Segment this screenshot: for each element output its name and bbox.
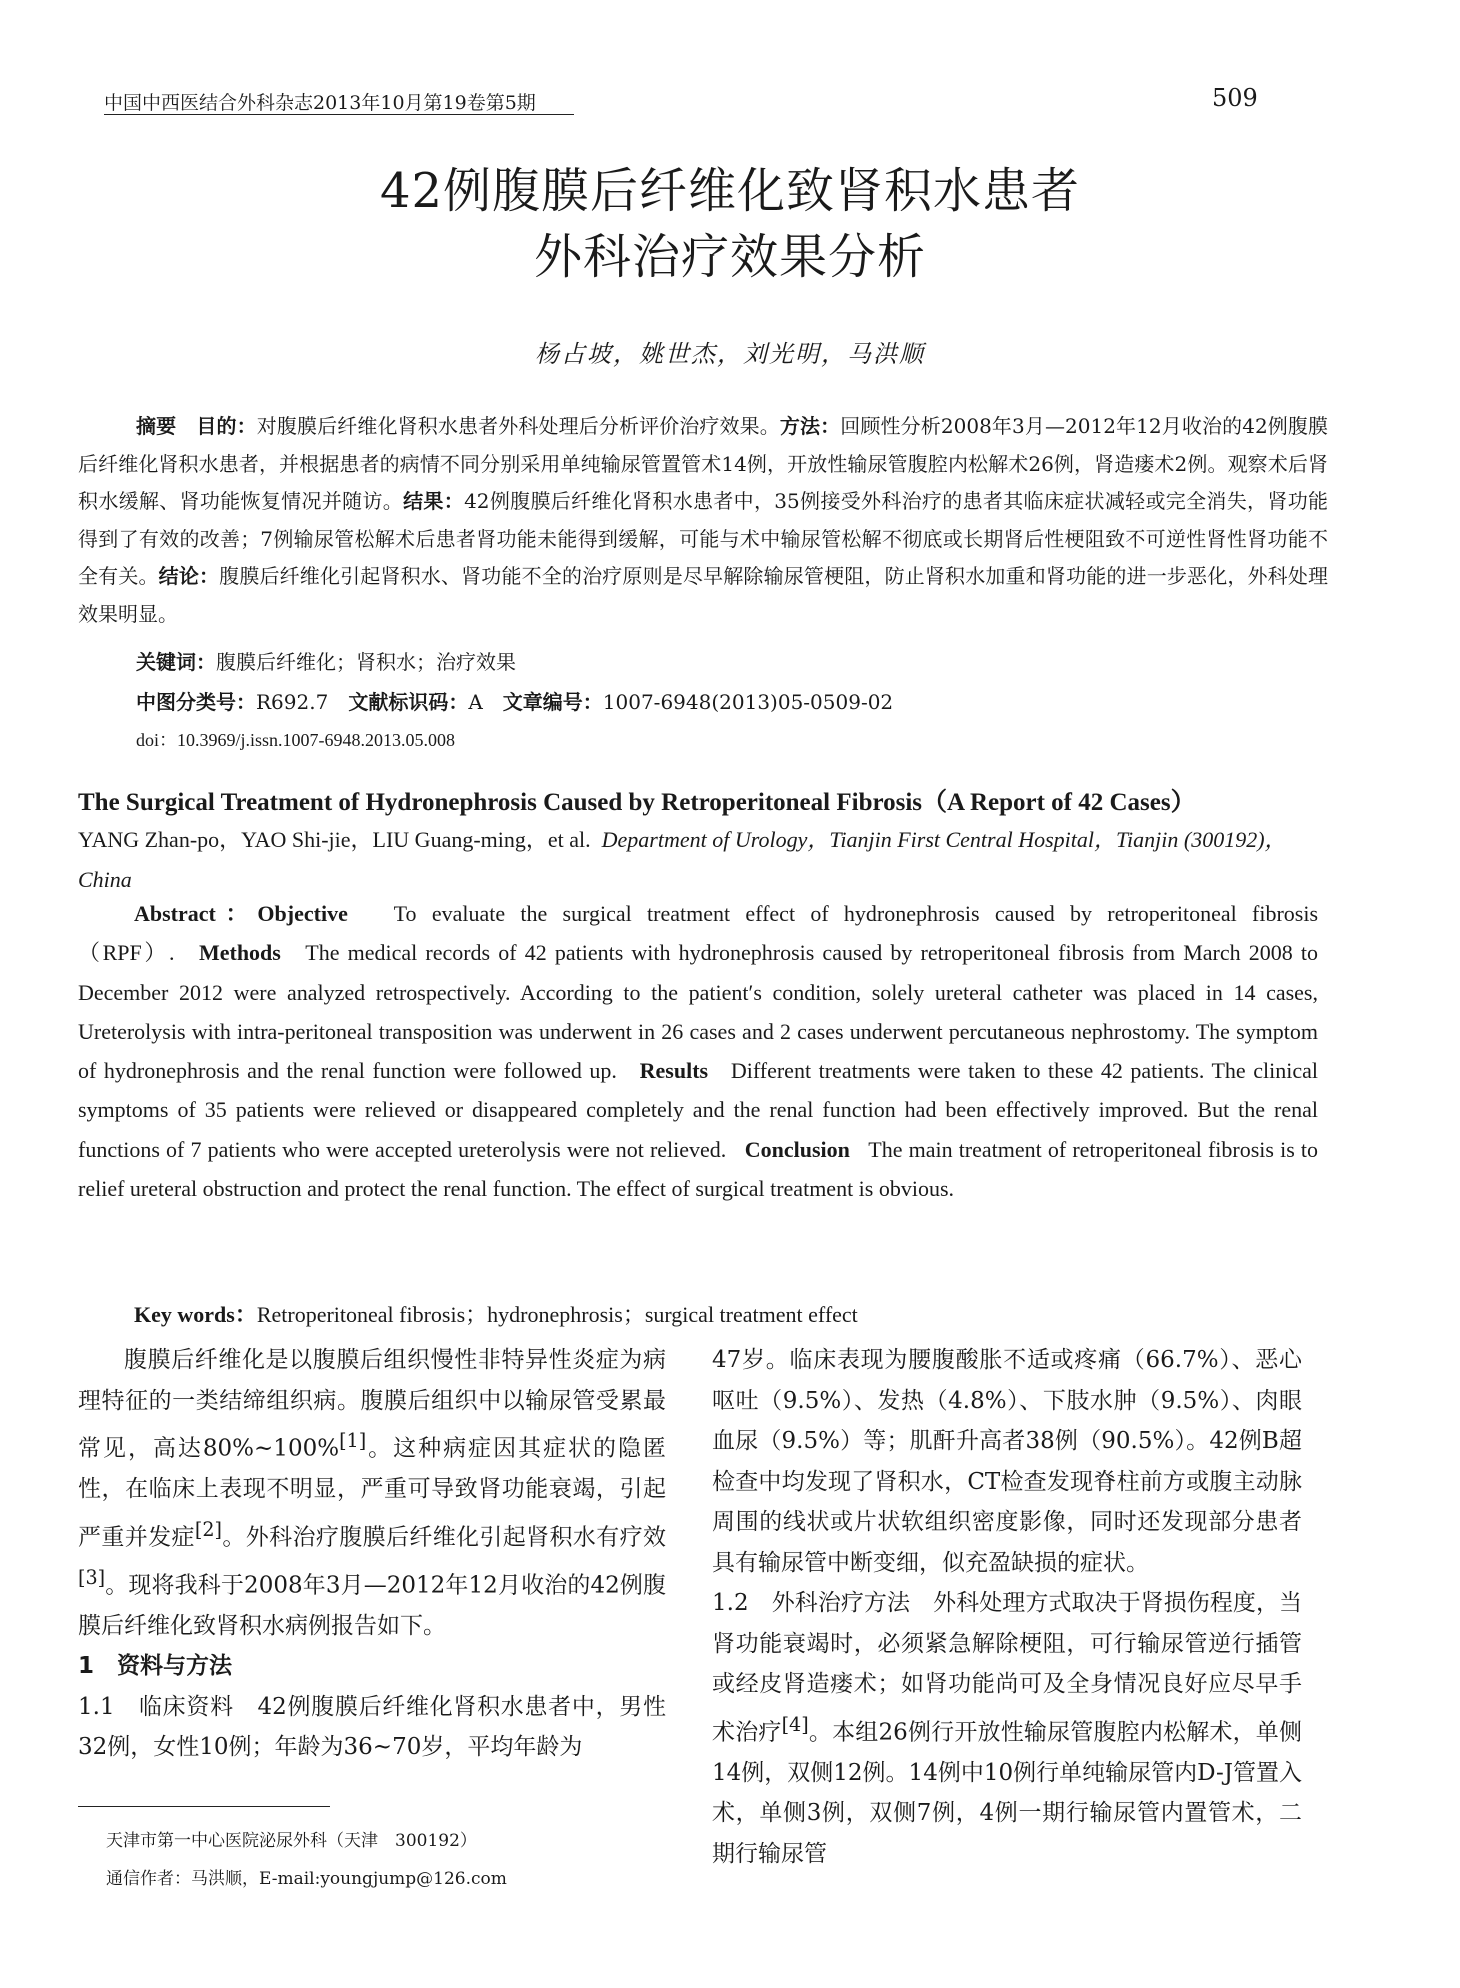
subsection-1-2-text-2: 。本组26例行开放性输尿管腹腔内松解术，单侧14例，双侧12例。14例中10例行单纯输尿管内D-J管置入术，单侧3例，双侧7例，4例一期行输尿管内置管术，二期行输尿管 bbox=[712, 1719, 1302, 1867]
objective-label: 目的： bbox=[196, 414, 257, 438]
keywords-label: 关键词： bbox=[136, 650, 216, 674]
citation-4[interactable]: [4] bbox=[781, 1712, 809, 1736]
conclusion-text: 腹膜后纤维化引起肾积水、肾功能不全的治疗原则是尽早解除输尿管梗阻，防止肾积水加重和肾功能的进一步恶化，外科处理效果明显。 bbox=[78, 564, 1329, 626]
intro-text-1: 腹膜后纤维化是以腹膜后组织慢性非特异性炎症为病理特征的一类结缔组织病。腹膜后组织中以输尿管受累最常见，高达80%~100% bbox=[78, 1347, 666, 1462]
results-label: 结果： bbox=[403, 489, 465, 513]
article-title-line2: 外科治疗效果分析 bbox=[533, 229, 926, 285]
doc-code-label: 文献标识码： bbox=[348, 690, 469, 714]
clinical-paragraph: 47岁。临床表现为腰腹酸胀不适或疼痛（66.7%）、恶心呕吐（9.5%）、发热（4.8%）、下肢水肿（9.5%）、肉眼血尿（9.5%）等；肌酐升高者38例（90.5%）。42例B超检查中均发现了肾积水，CT检查发现脊柱前方或腹主动脉周围的线状或片状软组织密度影像，同时还发现部分患者具有输尿管中断变细，似充盈缺损的症状。 bbox=[712, 1347, 1302, 1576]
en-abstract-label: Abstract： bbox=[134, 901, 258, 926]
chinese-abstract bbox=[78, 408, 1328, 633]
abstract-label: 摘要 bbox=[136, 414, 177, 438]
conclusion-label: 结论： bbox=[158, 564, 220, 588]
footnote-correspondence: 通信作者：马洪顺，E-mail:youngjump@126.com bbox=[106, 1869, 507, 1889]
en-results-label: Results bbox=[639, 1058, 709, 1084]
body-left-column bbox=[78, 1340, 666, 1768]
body-right-column bbox=[712, 1340, 1302, 1874]
footnote-affiliation: 天津市第一中心医院泌尿外科（天津 300192） bbox=[106, 1831, 477, 1851]
en-objective-label: Objective bbox=[257, 901, 348, 926]
clc-value: R692.7 bbox=[256, 690, 329, 714]
article-no-label: 文章编号： bbox=[502, 690, 603, 714]
intro-text-4: 。现将我科于2008年3月—2012年12月收治的42例腹膜后纤维化致肾积水病例报告如下。 bbox=[78, 1572, 666, 1639]
subsection-1-2-text: 外科处理方式取决于肾损伤程度，当肾功能衰竭时，必须紧急解除梗阻，可行输尿管逆行插管或经皮肾造瘘术；如肾功能尚可及全身情况良好应尽早手术治疗 bbox=[712, 1590, 1303, 1746]
subsection-1-1-text: 42例腹膜后纤维化肾积水患者中，男性32例，女性10例；年龄为36~70岁，平均年龄为 bbox=[78, 1693, 666, 1761]
intro-text-2: 。这种病症因其症状的隐匿性，在临床上表现不明显，严重可导致肾功能衰竭，引起严重并发症 bbox=[78, 1435, 666, 1551]
page-number: 509 bbox=[1212, 84, 1258, 112]
subsection-1-1-label: 1.1 临床资料 bbox=[78, 1693, 234, 1720]
en-conclusion-label: Conclusion bbox=[744, 1136, 850, 1162]
keywords-cn bbox=[136, 646, 516, 675]
citation-1[interactable]: [1] bbox=[339, 1429, 367, 1452]
header-rule bbox=[104, 114, 574, 115]
en-conclusion-text: The main treatment of retroperitoneal fibrosis is to relief ureteral obstruction and protect the renal function. The effect of surgical treatment is obvious. bbox=[78, 1136, 1318, 1202]
article-title-line1: 42例腹膜后纤维化致肾积水患者 bbox=[379, 163, 1081, 219]
section-heading-1: 1 资料与方法 bbox=[78, 1653, 233, 1680]
subsection-1-2-label: 1.2 外科治疗方法 bbox=[712, 1590, 911, 1616]
en-results-text: Different treatments were taken to these 42 patients. The clinical symptoms of 35 patients were relieved or disappeared completely and the renal function had been effectively improved. But the renal functions of 7 patients who were accepted ureterolysis were not relieved. bbox=[78, 1058, 1319, 1162]
classification-line bbox=[136, 686, 893, 715]
intro-text-3: 。外科治疗腹膜后纤维化引起肾积水有疗效 bbox=[222, 1524, 667, 1551]
footnote-rule bbox=[78, 1806, 330, 1807]
methods-text: 回顾性分析2008年3月—2012年12月收治的42例腹膜后纤维化肾积水患者，并根据患者的病情不同分别采用单纯输尿管置管术14例，开放性输尿管腹腔内松解术26例，肾造瘘术2例。观察术后肾积水缓解、肾功能恢复情况并随访。 bbox=[78, 414, 1329, 513]
doi: doi：10.3969/j.issn.1007-6948.2013.05.008 bbox=[136, 730, 456, 750]
subsection-1-2 bbox=[712, 1583, 1302, 1874]
english-author-names: YANG Zhan-po，YAO Shi-jie，LIU Guang-ming，et al. bbox=[78, 827, 591, 852]
journal-header: 中国中西医结合外科杂志2013年10月第19卷第5期 bbox=[104, 92, 536, 114]
author-list: 杨占坡，姚世杰，刘光明，马洪顺 bbox=[535, 340, 925, 368]
english-authors bbox=[78, 820, 1338, 900]
intro-paragraph bbox=[78, 1340, 666, 1646]
methods-label: 方法： bbox=[779, 414, 841, 438]
en-objective-text: To evaluate the surgical treatment effect of hydronephrosis caused by retroperitoneal fibrosis（RPF）. bbox=[78, 901, 1319, 966]
english-abstract bbox=[78, 894, 1318, 1208]
clc-label: 中图分类号： bbox=[136, 690, 256, 714]
article-no-value: 1007-6948(2013)05-0509-02 bbox=[602, 690, 894, 714]
keywords-text: 腹膜后纤维化；肾积水；治疗效果 bbox=[216, 650, 516, 674]
subsection-1-1 bbox=[78, 1687, 666, 1768]
en-methods-label: Methods bbox=[198, 940, 281, 966]
en-methods-text: The medical records of 42 patients with hydronephrosis caused by retroperitoneal fibrosis from March 2008 to December 2012 were analyzed retrospectively. According to the patient′s condition, solely ureteral catheter was placed in 14 cases, Ureterolysis with intra-peritoneal transposition was underwent in 26 cases and 2 cases underwent percutaneous nephrostomy. The symptom of hydronephrosis and the renal function were followed up. bbox=[78, 940, 1319, 1084]
english-title: The Surgical Treatment of Hydronephrosis Caused by Retroperitoneal Fibrosis（A Report of 42 Cases） bbox=[78, 789, 1196, 816]
doc-code-value: A bbox=[468, 690, 483, 714]
english-keywords bbox=[134, 1298, 858, 1329]
en-keywords-text: Retroperitoneal fibrosis；hydronephrosis；surgical treatment effect bbox=[256, 1302, 858, 1327]
citation-2[interactable]: [2] bbox=[194, 1517, 222, 1541]
objective-text: 对腹膜后纤维化肾积水患者外科处理后分析评价治疗效果。 bbox=[256, 414, 780, 438]
citation-3[interactable]: [3] bbox=[78, 1565, 106, 1589]
results-text: 42例腹膜后纤维化肾积水患者中，35例接受外科治疗的患者其临床症状减轻或完全消失，肾功能得到了有效的改善；7例输尿管松解术后患者肾功能未能得到缓解，可能与术中输尿管松解不彻底或长期肾后性梗阻致不可逆性肾性肾功能不全有关。 bbox=[78, 489, 1329, 588]
en-keywords-label: Key words： bbox=[134, 1302, 257, 1327]
english-affiliation: Department of Urology，Tianjin First Central Hospital，Tianjin (300192)，China bbox=[78, 827, 1287, 892]
